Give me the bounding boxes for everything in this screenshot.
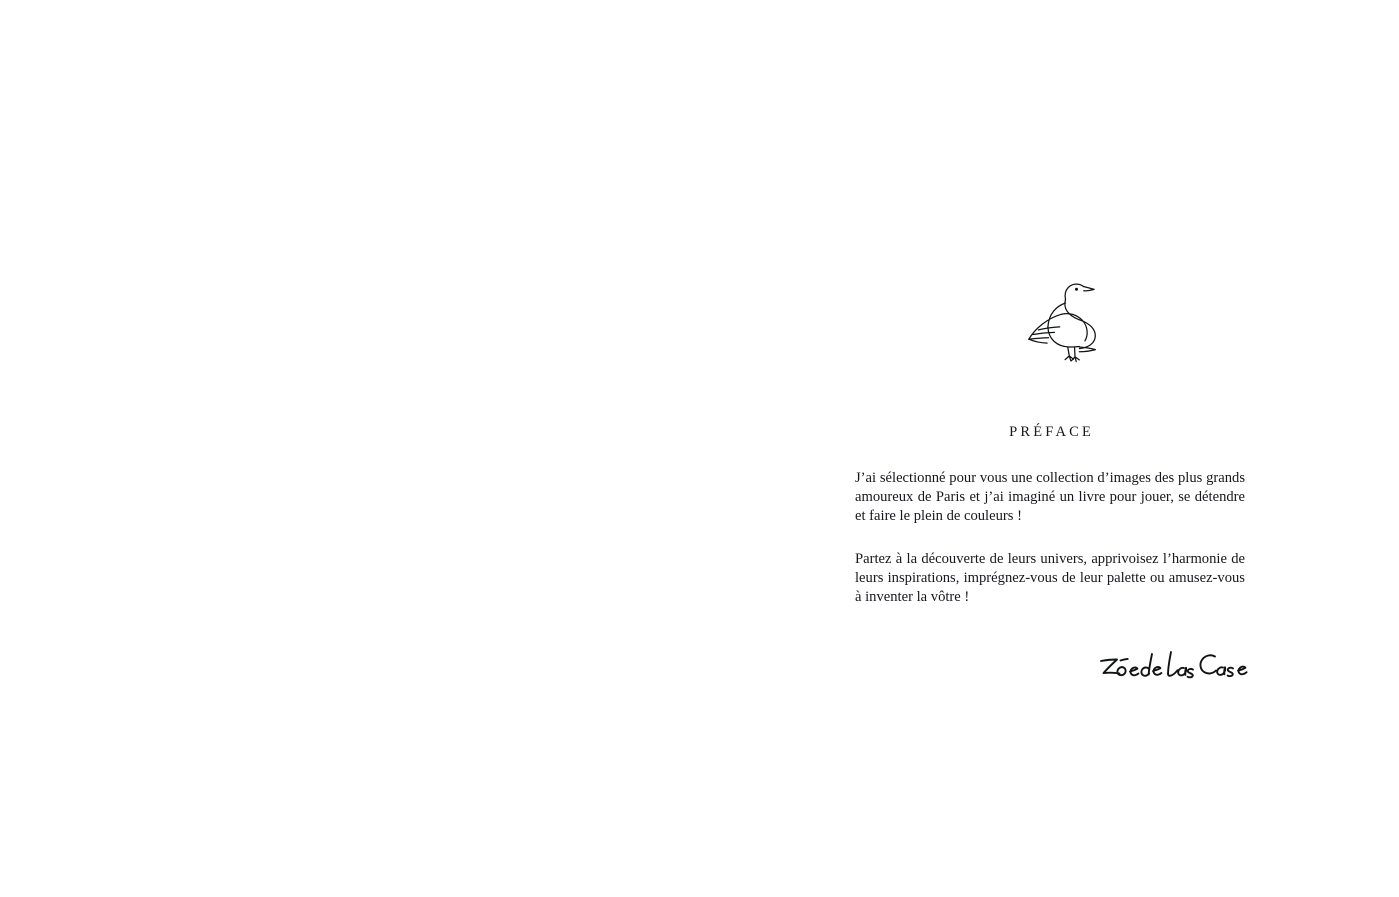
page-title: PRÉFACE [1009,424,1095,440]
preface-content-block [855,270,1245,701]
handwritten-signature-icon [1095,641,1255,691]
author-signature [855,641,1245,701]
preface-paragraph-2: Partez à la découverte de leurs univers, apprivoisez l’harmonie de leurs inspirations, imprégnez-vous de leur palette ou amusez-vous à inventer la vôtre ! [855,550,1245,605]
pigeon-icon [975,270,1125,380]
preface-paragraph-1: J’ai sélectionné pour vous une collection d’images des plus grands amoureux de Paris et j’ai imaginé un livre pour jouer, se détendre et faire le plein de couleurs ! [855,470,1245,524]
pigeon-illustration [855,270,1245,380]
